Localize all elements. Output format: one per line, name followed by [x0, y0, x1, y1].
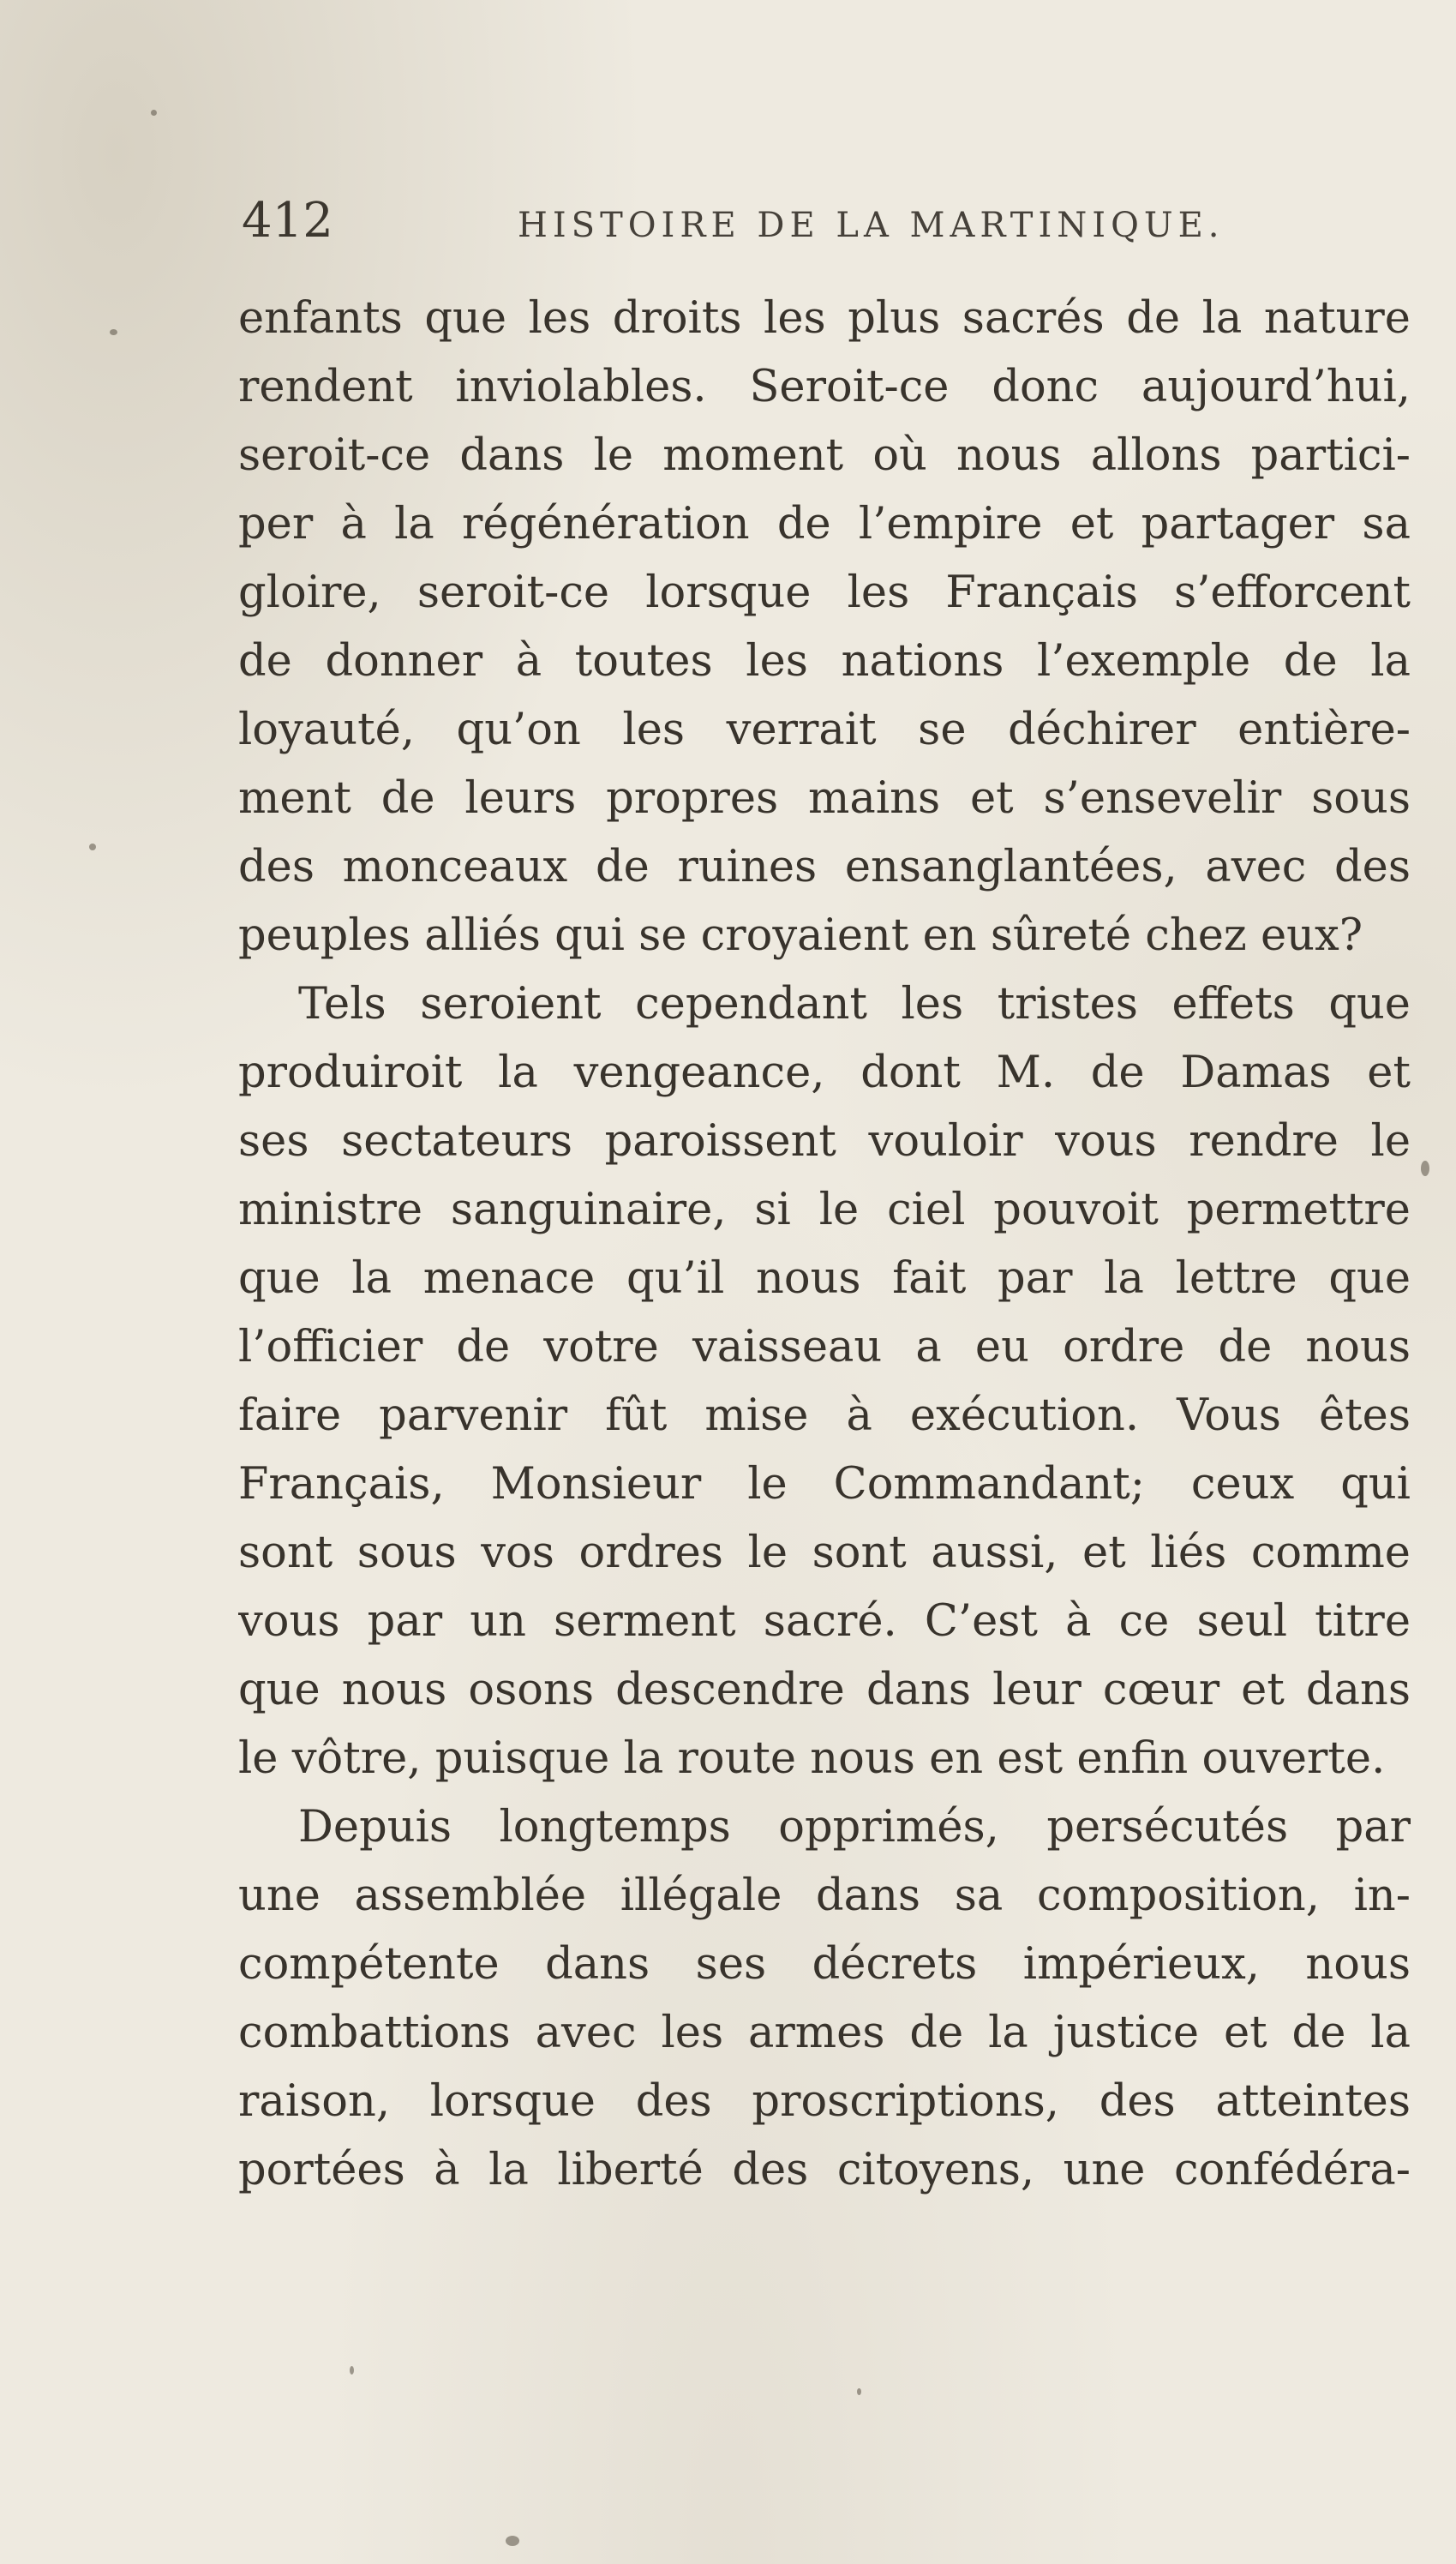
text-line: faire parvenir fût mise à exécution. Vous êtes	[238, 1390, 1411, 1441]
text-line: seroit-ce dans le moment où nous allons partici-	[238, 430, 1411, 481]
paper-speck	[350, 2366, 354, 2375]
page-number: 412	[242, 193, 333, 249]
text-line: que la menace qu’il nous fait par la lettre que	[238, 1253, 1411, 1304]
paragraph-start-line: Depuis longtemps opprimés, persécutés par	[298, 1802, 1411, 1852]
paper-speck	[110, 329, 117, 335]
text-line: per à la régénération de l’empire et partager sa	[238, 499, 1411, 549]
paper-speck	[857, 2388, 861, 2395]
paper-speck	[506, 2536, 519, 2546]
text-line: ses sectateurs paroissent vouloir vous rendre le	[238, 1116, 1411, 1167]
text-line: des monceaux de ruines ensanglantées, avec des	[238, 842, 1411, 892]
paragraph-start-line: Tels seroient cependant les tristes effets que	[298, 979, 1411, 1030]
running-head: HISTOIRE DE LA MARTINIQUE.	[518, 206, 1225, 245]
text-line: portées à la liberté des citoyens, une confédéra-	[238, 2145, 1411, 2195]
page-header	[242, 195, 1407, 264]
text-line: combattions avec les armes de la justice et de la	[238, 2008, 1411, 2058]
text-line: Français, Monsieur le Commandant; ceux qui	[238, 1459, 1411, 1510]
text-line: une assemblée illégale dans sa composition, in-	[238, 1870, 1411, 1921]
text-line: de donner à toutes les nations l’exemple de la	[238, 636, 1411, 687]
text-line: loyauté, qu’on les verrait se déchirer entière-	[238, 705, 1411, 755]
text-line: enfants que les droits les plus sacrés de la nature	[238, 293, 1411, 344]
text-line: rendent inviolables. Seroit-ce donc aujourd’hui,	[238, 362, 1411, 412]
text-line: sont sous vos ordres le sont aussi, et liés comme	[238, 1528, 1411, 1578]
text-line: ment de leurs propres mains et s’ensevelir sous	[238, 773, 1411, 824]
text-line: raison, lorsque des proscriptions, des atteintes	[238, 2076, 1411, 2127]
paper-speck	[1421, 1161, 1429, 1176]
text-line: le vôtre, puisque la route nous en est enfin ouverte.	[238, 1733, 1386, 1784]
text-line: l’officier de votre vaisseau a eu ordre de nous	[238, 1322, 1411, 1372]
text-line: gloire, seroit-ce lorsque les Français s’efforcent	[238, 567, 1411, 618]
text-line: que nous osons descendre dans leur cœur et dans	[238, 1665, 1411, 1715]
body-text	[238, 285, 1411, 2205]
text-line: ministre sanguinaire, si le ciel pouvoit permettre	[238, 1185, 1411, 1235]
text-line: peuples alliés qui se croyaient en sûreté chez eux?	[238, 910, 1363, 961]
text-line: produiroit la vengeance, dont M. de Damas et	[238, 1048, 1411, 1098]
paper-speck	[151, 110, 157, 116]
text-line: compétente dans ses décrets impérieux, nous	[238, 1939, 1411, 1990]
paper-speck	[89, 844, 96, 850]
text-line: vous par un serment sacré. C’est à ce seul titre	[238, 1596, 1411, 1647]
